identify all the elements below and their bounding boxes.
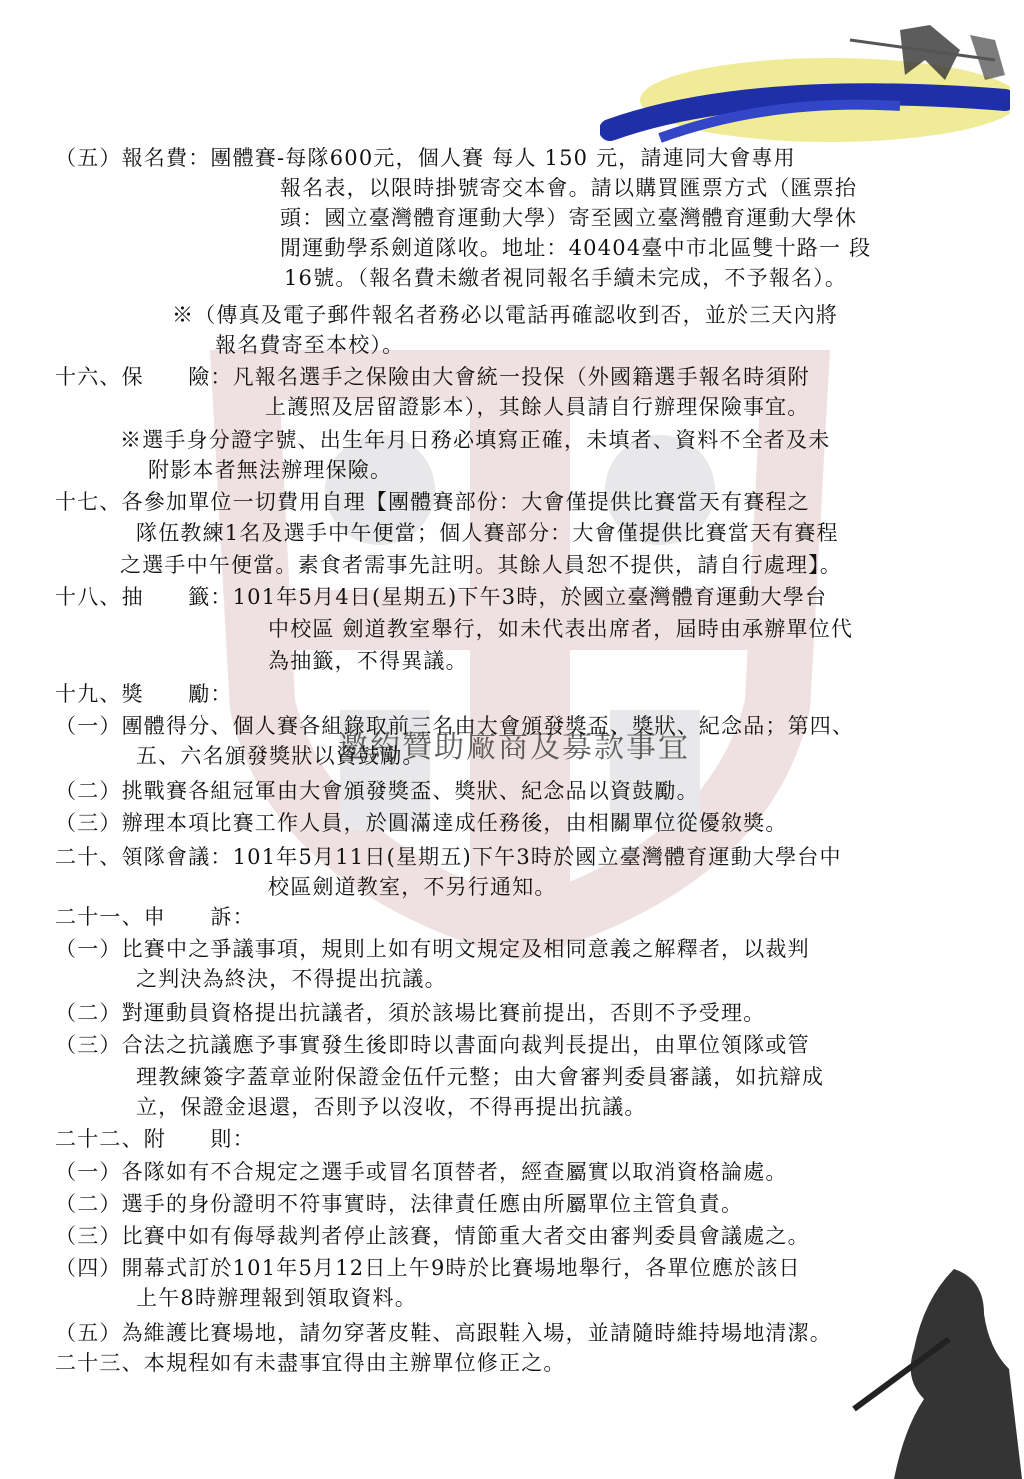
text-line: （五）報名費：團體賽-每隊600元，個人賽 每人 150 元，請連同大會專用	[55, 146, 796, 170]
text-line: （三）合法之抗議應予事實發生後即時以書面向裁判長提出，由單位領隊或管	[55, 1033, 810, 1057]
text-line: （五）為維護比賽場地，請勿穿著皮鞋、高跟鞋入場，並請隨時維持場地清潔。	[55, 1321, 832, 1345]
text-line: 理教練簽字蓋章並附保證金伍仟元整；由大會審判委員審議，如抗辯成	[136, 1065, 825, 1089]
text-line: 報名費寄至本校）。	[215, 333, 405, 357]
text-line: 十六、保 險：凡報名選手之保險由大會統一投保（外國籍選手報名時須附	[55, 365, 810, 389]
text-line: （三）辦理本項比賽工作人員，於圓滿達成任務後，由相關單位從優敘獎。	[55, 811, 788, 835]
text-line: 閒運動學系劍道隊收。地址：40404臺中市北區雙十路一 段	[280, 236, 872, 260]
text-line: 隊伍教練1名及選手中午便當；個人賽部分：大會僅提供比賽當天有賽程	[136, 521, 839, 545]
text-line: （二）挑戰賽各組冠軍由大會頒發獎盃、獎狀、紀念品以資鼓勵。	[55, 779, 699, 803]
text-line: 二十三、本規程如有未盡事宜得由主辦單位修正之。	[55, 1351, 566, 1375]
text-line: ※（傳真及電子郵件報名者務必以電話再確認收到否，並於三天內將	[172, 303, 838, 327]
text-line: ※選手身分證字號、出生年月日務必填寫正確，未填者、資料不全者及未	[120, 428, 831, 452]
text-line: 上午8時辦理報到領取資料。	[136, 1286, 417, 1310]
text-line: （一）比賽中之爭議事項，規則上如有明文規定及相同意義之解釋者，以裁判	[55, 937, 810, 961]
text-line: 校區劍道教室，不另行通知。	[268, 875, 557, 899]
text-line: 五、六名頒發獎狀以資鼓勵。	[136, 744, 425, 768]
text-line: 十八、抽 籤：101年5月4日(星期五)下午3時，於國立臺灣體育運動大學台	[55, 585, 828, 609]
text-line: （四）開幕式訂於101年5月12日上午9時於比賽場地舉行，各單位應於該日	[55, 1256, 801, 1280]
text-line: （二）選手的身份證明不符事實時，法律責任應由所屬單位主管負責。	[55, 1192, 744, 1216]
text-line: 二十一、申 訴：	[55, 905, 255, 929]
kendo-player-silhouette	[834, 1259, 1024, 1479]
text-line: 16號。（報名費未繳者視同報名手續未完成，不予報名）。	[284, 266, 848, 290]
text-line: （三）比賽中如有侮辱裁判者停止該賽，情節重大者交由審判委員會議處之。	[55, 1224, 810, 1248]
text-line: 十七、各參加單位一切費用自理【團體賽部份：大會僅提供比賽當天有賽程之	[55, 490, 810, 514]
text-line: 二十、領隊會議：101年5月11日(星期五)下午3時於國立臺灣體育運動大學台中	[55, 845, 842, 869]
overlay-section-title: 邀約贊助廠商及募款事宜	[338, 730, 690, 765]
text-line: 之選手中午便當。素食者需事先註明。其餘人員恕不提供，請自行處理】。	[120, 553, 843, 577]
text-line: （一）團體得分、個人賽各組錄取前三名由大會頒發獎盃、獎狀、紀念品；第四、	[55, 714, 855, 738]
text-line: 之判決為終決，不得提出抗議。	[136, 967, 447, 991]
text-line: 上護照及居留證影本），其餘人員請自行辦理保險事宜。	[265, 395, 810, 419]
text-line: 中校區 劍道教室舉行，如未代表出席者，屆時由承辦單位代	[268, 617, 854, 641]
text-line: （一）各隊如有不合規定之選手或冒名頂替者，經查屬實以取消資格論處。	[55, 1160, 788, 1184]
text-line: 頭：國立臺灣體育運動大學）寄至國立臺灣體育運動大學休	[280, 206, 858, 230]
text-line: 十九、獎 勵：	[55, 682, 233, 706]
text-line: （二）對運動員資格提出抗議者，須於該場比賽前提出，否則不予受理。	[55, 1001, 766, 1025]
text-line: 附影本者無法辦理保險。	[148, 458, 393, 482]
text-line: 為抽籤，不得異議。	[268, 649, 468, 673]
kendo-banner-logo	[600, 20, 1010, 150]
text-line: 立，保證金退還，否則予以沒收，不得再提出抗議。	[136, 1095, 647, 1119]
text-line: 二十二、附 則：	[55, 1127, 255, 1151]
text-line: 報名表，以限時掛號寄交本會。請以購買匯票方式（匯票抬	[280, 176, 858, 200]
